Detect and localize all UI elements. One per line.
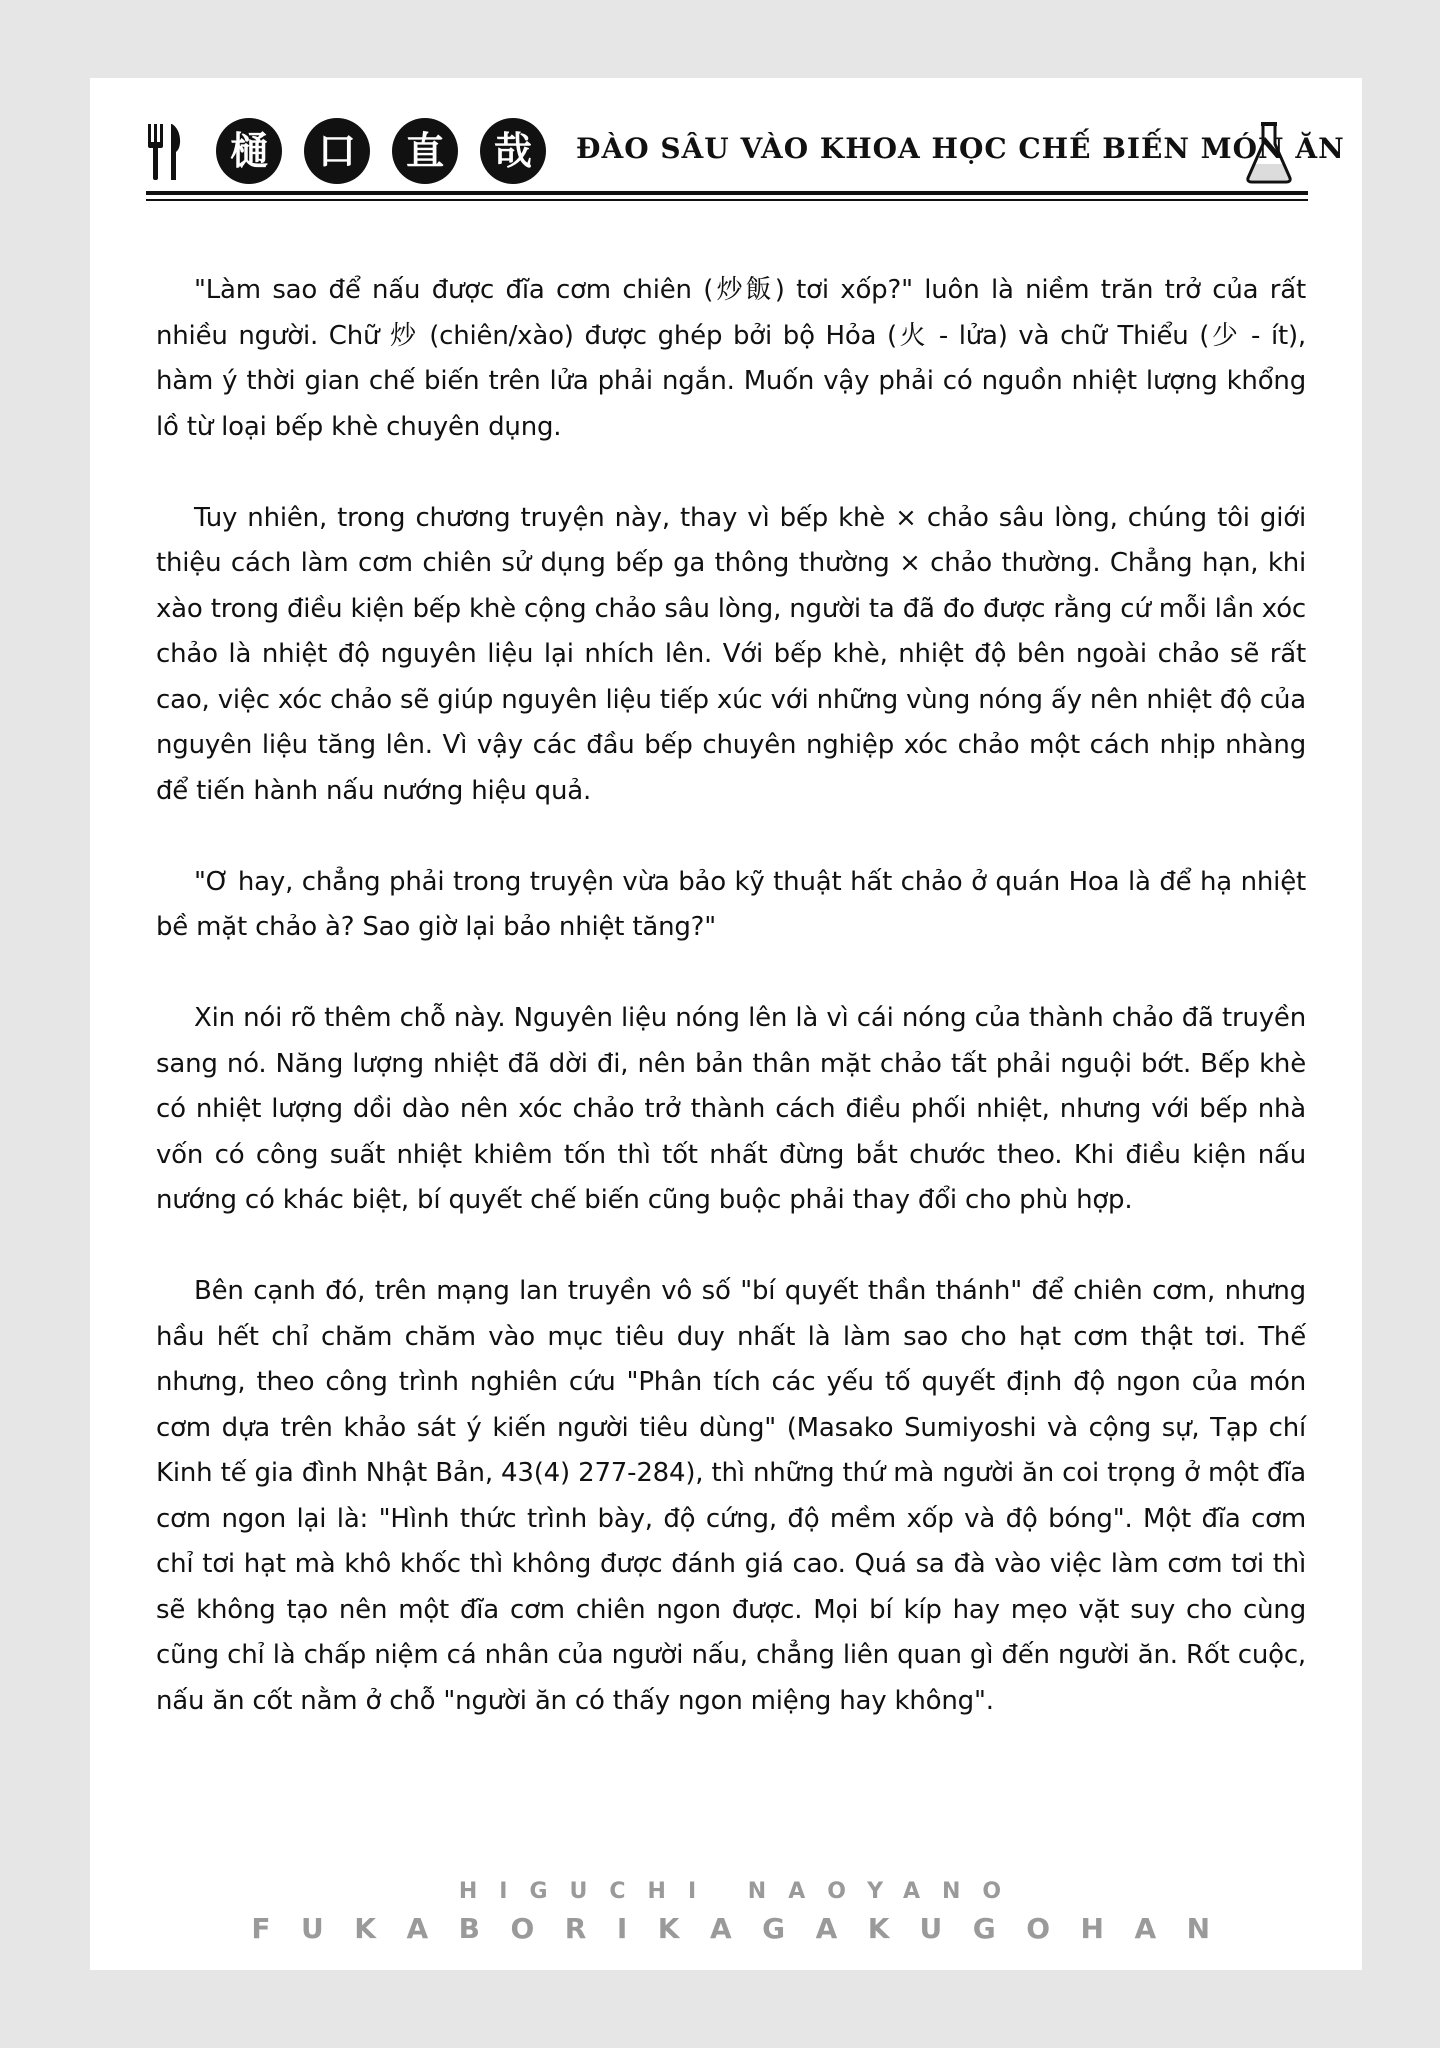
author-kanji-badges (216, 118, 546, 188)
fork-knife-icon (146, 122, 186, 182)
kanji-badge: 直 (392, 118, 458, 184)
header-divider (146, 191, 1308, 195)
kanji-badge: 樋 (216, 118, 282, 184)
kanji-badge: 哉 (480, 118, 546, 184)
header-divider-thin (146, 199, 1308, 201)
section-title: ĐÀO SÂU VÀO KHOA HỌC CHẾ BIẾN MÓN ĂN (576, 132, 1345, 165)
page-sheet (90, 78, 1362, 1970)
paragraph: Tuy nhiên, trong chương truyện này, thay vì bếp khè × chảo sâu lòng, chúng tôi giới thiệu cách làm cơm chiên sử dụng bếp ga thông thường × chảo thường. Chẳng hạn, khi xào trong điều kiện bếp khè cộng chảo sâu lòng, người ta đã đo được rằng cứ mỗi lần xóc chảo là nhiệt độ nguyên liệu lại nhích lên. Với bếp khè, nhiệt độ bên ngoài chảo sẽ rất cao, việc xóc chảo sẽ giúp nguyên liệu tiếp xúc với những vùng nóng ấy nên nhiệt độ của nguyên liệu tăng lên. Vì vậy các đầu bếp chuyên nghiệp xóc chảo một cách nhịp nhàng để tiến hành nấu nướng hiệu quả. (156, 502, 1306, 806)
footer-author-romaji: HIGUCHI NAOYANO (458, 1879, 1024, 1904)
kanji-badge: 口 (304, 118, 370, 184)
flask-icon (1244, 120, 1294, 184)
article-body (156, 268, 1306, 1724)
paragraph: "Làm sao để nấu được đĩa cơm chiên (炒飯) tơi xốp?" luôn là niềm trăn trở của rất nhiều người. Chữ 炒 (chiên/xào) được ghép bởi bộ Hỏa (火 - lửa) và chữ Thiểu (少 - ít), hàm ý thời gian chế biến trên lửa phải ngắn. Muốn vậy phải có nguồn nhiệt lượng khổng lồ từ loại bếp khè chuyên dụng. (156, 275, 1306, 442)
paragraph: Bên cạnh đó, trên mạng lan truyền vô số "bí quyết thần thánh" để chiên cơm, nhưng hầu hết chỉ chăm chăm vào mục tiêu duy nhất là làm sao cho hạt cơm thật tơi. Thế nhưng, theo công trình nghiên cứu "Phân tích các yếu tố quyết định độ ngon của món cơm dựa trên khảo sát ý kiến người tiêu dùng" (Masako Sumiyoshi và cộng sự, Tạp chí Kinh tế gia đình Nhật Bản, 43(4) 277-284), thì những thứ mà người ăn coi trọng ở một đĩa cơm ngon lại là: "Hình thức trình bày, độ cứng, độ mềm xốp và độ bóng". Một đĩa cơm chỉ tơi hạt mà khô khốc thì không được đánh giá cao. Quá sa đà vào việc làm cơm tơi thì sẽ không tạo nên một đĩa cơm chiên ngon được. Mọi bí kíp hay mẹo vặt suy cho cùng cũng chỉ là chấp niệm cá nhân của người nấu, chẳng liên quan gì đến người ăn. Rốt cuộc, nấu ăn cốt nằm ở chỗ "người ăn có thấy ngon miệng hay không". (156, 1276, 1306, 1716)
footer-series-romaji: FUKABORIKAGAKUGOHAN (251, 1912, 1241, 1945)
paragraph: "Ơ hay, chẳng phải trong truyện vừa bảo kỹ thuật hất chảo ở quán Hoa là để hạ nhiệt bề mặt chảo à? Sao giờ lại bảo nhiệt tăng?" (156, 866, 1306, 942)
header-banner (146, 118, 1345, 198)
paragraph: Xin nói rõ thêm chỗ này. Nguyên liệu nóng lên là vì cái nóng của thành chảo đã truyền sang nó. Năng lượng nhiệt đã dời đi, nên bản thân mặt chảo tất phải nguội bớt. Bếp khè có nhiệt lượng dồi dào nên xóc chảo trở thành cách điều phối nhiệt, nhưng với bếp nhà vốn có công suất nhiệt khiêm tốn thì tốt nhất đừng bắt chước theo. Khi điều kiện nấu nướng có khác biệt, bí quyết chế biến cũng buộc phải thay đổi cho phù hợp. (156, 1003, 1306, 1215)
